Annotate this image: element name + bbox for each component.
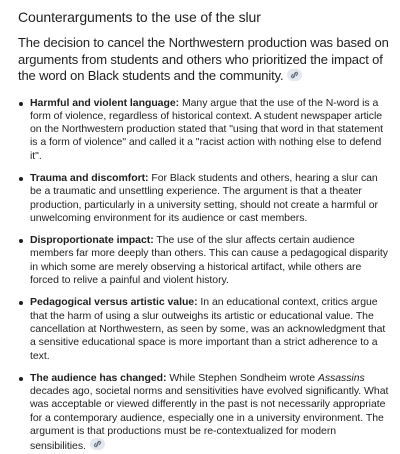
bullet-icon <box>19 239 23 243</box>
link-icon <box>290 71 299 79</box>
list-item <box>18 97 390 163</box>
point-label: Pedagogical versus artistic value: <box>30 296 198 309</box>
point-label: Harmful and violent language: <box>30 96 180 109</box>
play-title: Assassins <box>317 371 365 384</box>
list-item <box>18 372 390 454</box>
point-text: decades ago, societal norms and sensitivities have evolved significantly. What was acceptable or viewed differently in the past is not necessarily appropriate for a contemporary audience, especially one in a university environment. The argument is that productions must be re-contextualized for modern sensibilities. <box>30 385 389 453</box>
list-item <box>18 296 390 362</box>
point-text: In an educational context, critics argue that the harm of using a slur outweighs its artistic or educational value. The cancellation at Northwestern, as seen by some, was an acknowledgment that a sensitive educational space is more important than a strict adherence to a text. <box>30 296 386 362</box>
point-text: While Stephen Sondheim wrote <box>166 371 318 384</box>
point-label: The audience has changed: <box>30 371 167 384</box>
point-text: Many argue that the use of the N-word is a form of violence, regardless of historical context. A student newspaper article on the Northwestern production stated that "using that word in that statement is a form of violence" and called it a "racist action with nothing else to defend it". <box>30 96 384 162</box>
link-icon <box>93 440 102 448</box>
point-label: Trauma and discomfort: <box>30 171 149 184</box>
citation-chip[interactable] <box>287 69 302 81</box>
bullet-icon <box>19 377 23 381</box>
point-label: Disproportionate impact: <box>30 234 154 247</box>
bullet-icon <box>19 177 23 181</box>
bullet-icon <box>19 102 23 106</box>
intro-paragraph <box>18 35 390 85</box>
bullet-icon <box>19 301 23 305</box>
list-item <box>18 234 390 287</box>
citation-chip[interactable] <box>90 438 105 450</box>
intro-text: The decision to cancel the Northwestern production was based on arguments from students and others who prioritized the impact of the word on Black students and the community. <box>18 35 389 83</box>
section-heading: Counterarguments to the use of the slur <box>18 9 261 25</box>
point-text: The use of the slur affects certain audience members far more deeply than others. This can cause a pedagogical disparity in which some are merely observing a historical artifact, while others are forced to relive a painful and violent history. <box>30 234 388 287</box>
counterargument-list <box>18 97 390 454</box>
list-item <box>18 172 390 225</box>
point-text: For Black students and others, hearing a slur can be a traumatic and unsettling experience. The argument is that a theater production, particularly in a university setting, should not create a harmful or unwelcoming environment for its audience or cast members. <box>30 171 378 224</box>
